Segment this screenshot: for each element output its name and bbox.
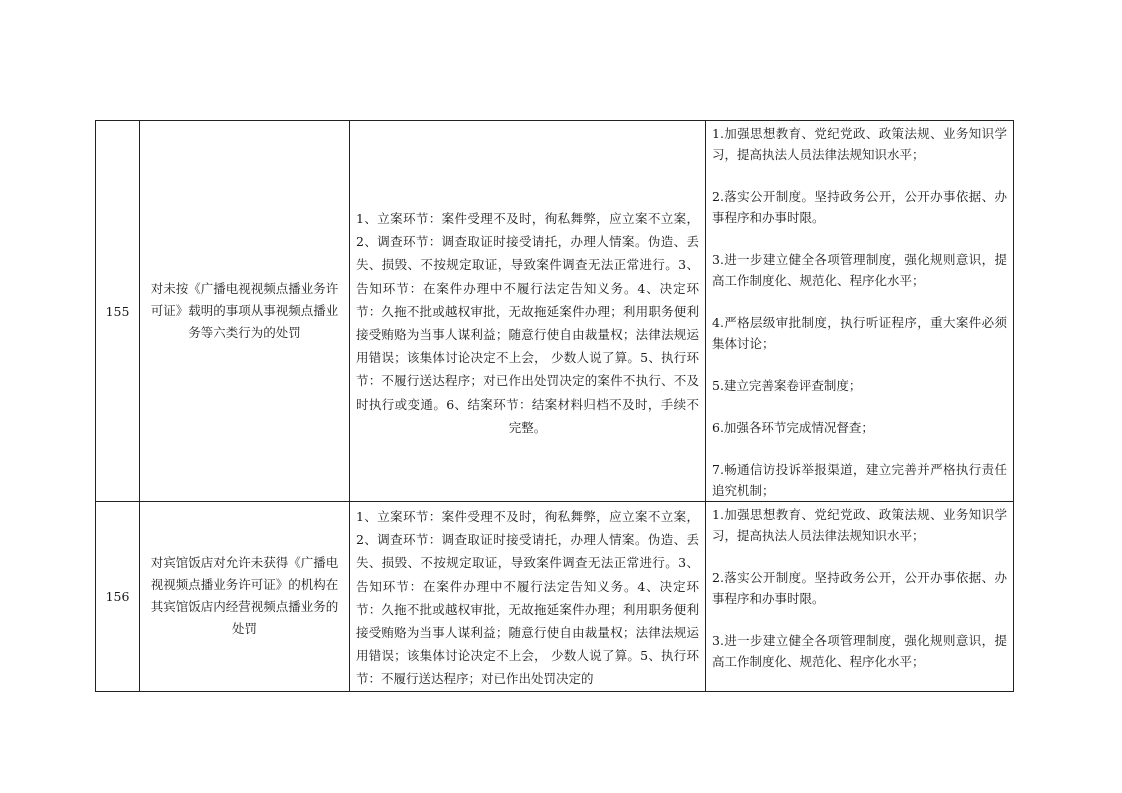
measure-item: 3.进一步建立健全各项管理制度，强化规则意识，提高工作制度化、规范化、程序化水平；: [712, 252, 1007, 288]
prevention-measures-cell: [706, 502, 1014, 692]
risk-points-cell: [350, 502, 706, 692]
risk-points: 1、立案环节：案件受理不及时，徇私舞弊，应立案不立案，2、调查环节：调查取证时接受请托，办理人情案。伪造、丢失、损毁、不按规定取证，导致案件调查无法正常进行。3、告知环节：在案件办理中不履行法定告知义务。4、决定环节：久拖不批或越权审批，无故拖延案件办理；利用职务便利接受贿赂为当事人谋利益；随意行使自由裁量权；法律法规运用错误；该集体讨论决定不上会， 少数人说了算。5、执行环节：不履行送达程序；对已作出处罚决定的: [356, 509, 699, 687]
measure-item: 1.加强思想教育、党纪党政、政策法规、业务知识学习，提高执法人员法律法规知识水平；: [712, 126, 1007, 162]
row-number: 155: [96, 121, 140, 502]
risk-points: 1、立案环节：案件受理不及时，徇私舞弊，应立案不立案，2、调查环节：调查取证时接受请托，办理人情案。伪造、丢失、损毁、不按规定取证，导致案件调查无法正常进行。3、告知环节：在案件办理中不履行法定告知义务。4、决定环节：久拖不批或越权审批，无故拖延案件办理；利用职务便利接受贿赂为当事人谋利益；随意行使自由裁量权；法律法规运用错误；该集体讨论决定不上会， 少数人说了算。5、执行环节：不履行送达程序；对已作出处罚决定的案件不执行、不及时执行或变通。6、结案环节：结案材料归档不及时，手续不完整。: [356, 211, 699, 435]
item-name-cell: [140, 502, 350, 692]
risk-points-cell: [350, 121, 706, 502]
measure-item: 7.畅通信访投诉举报渠道，建立完善并严格执行责任追究机制；: [712, 462, 1007, 498]
item-name: 对未按《广播电视视频点播业务许可证》载明的事项从事视频点播业务等六类行为的处罚: [150, 281, 339, 340]
row-number: 156: [96, 502, 140, 692]
table-row: [96, 502, 1014, 692]
item-name-cell: [140, 121, 350, 502]
measure-item: 5.建立完善案卷评查制度；: [712, 378, 862, 393]
measure-item: 6.加强各环节完成情况督查；: [712, 420, 874, 435]
measure-item: 2.落实公开制度。坚持政务公开，公开办事依据、办事程序和办事时限。: [712, 189, 1007, 225]
item-name: 对宾馆饭店对允许未获得《广播电视视频点播业务许可证》的机构在其宾馆饭店内经营视频点播业务的处罚: [150, 555, 339, 637]
measure-item: 1.加强思想教育、党纪党政、政策法规、业务知识学习，提高执法人员法律法规知识水平；: [712, 507, 1007, 543]
prevention-measures-cell: [706, 121, 1014, 502]
risk-control-table: [95, 120, 1014, 692]
measure-item: 3.进一步建立健全各项管理制度，强化规则意识，提高工作制度化、规范化、程序化水平；: [712, 633, 1007, 669]
measure-item: 4.严格层级审批制度，执行听证程序，重大案件必须集体讨论；: [712, 315, 1007, 351]
measure-item: 2.落实公开制度。坚持政务公开，公开办事依据、办事程序和办事时限。: [712, 570, 1007, 606]
table-row: [96, 121, 1014, 502]
